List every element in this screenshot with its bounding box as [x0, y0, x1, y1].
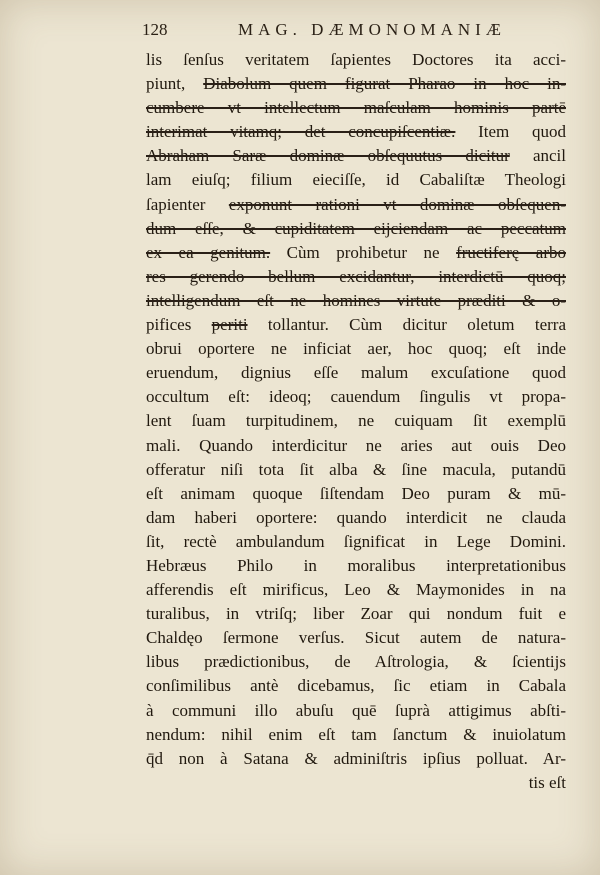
text-line — [146, 650, 566, 674]
text-line — [146, 554, 566, 578]
text-line — [146, 482, 566, 506]
text-span: à communi illo abuſu quē ſuprà attigimus abſti- — [146, 700, 566, 720]
text-line — [146, 361, 566, 385]
text-span: Hebræus Philo in moralibus interpretationibus — [146, 555, 566, 575]
text-span: q̄d non à Satana & adminiſtris ipſius polluat. Ar- — [146, 748, 566, 768]
struck-text: intelligendum eſt ne homines virtute præditi & o- — [146, 290, 566, 310]
text-line — [146, 193, 566, 217]
struck-text: cumbere vt intellectum maſculam hominis partē — [146, 98, 566, 118]
struck-text: exponunt rationi vt dominæ obſequen- — [228, 194, 566, 214]
text-span: tollantur. Cùm dicitur oletum terra — [247, 315, 566, 335]
struck-text: fructiferę arbo — [456, 242, 566, 262]
text-line — [146, 241, 566, 265]
text-line — [146, 506, 566, 530]
text-line — [146, 168, 566, 192]
text-span: afferendis eſt mirificus, Leo & Maymonides in na — [146, 580, 566, 600]
body-text — [146, 48, 566, 795]
text-line — [146, 674, 566, 698]
text-span: libus prædictionibus, de Aſtrologia, & ſcientijs — [146, 652, 566, 672]
page-number: 128 — [142, 20, 168, 39]
text-line — [146, 48, 566, 72]
struck-text: periti — [211, 315, 248, 335]
struck-text: Diabolum quem figurat Pharao in hoc in- — [203, 74, 566, 94]
text-span: Chaldęo ſermone verſus. Sicut autem de natura- — [146, 628, 566, 648]
text-line — [146, 434, 566, 458]
text-span: lis ſenſus veritatem ſapientes Doctores ita acci- — [146, 50, 566, 69]
text-line — [146, 602, 566, 626]
text-span: Cùm prohibetur ne — [270, 242, 457, 262]
struck-text: Abraham Saræ dominæ obſequutus dicitur — [146, 146, 510, 166]
text-line — [146, 120, 566, 144]
text-span: piunt, — [146, 74, 204, 94]
text-span: Item quod — [455, 122, 566, 142]
text-line — [146, 144, 566, 168]
page-header — [142, 20, 562, 44]
text-span: eruendum, dignius eſſe malum excuſatione quod — [146, 363, 566, 383]
text-span: mali. Quando interdicitur ne aries aut ouis Deo — [146, 435, 566, 455]
text-span: conſimilibus antè dicebamus, ſic etiam in Cabala — [146, 676, 566, 696]
text-line — [146, 530, 566, 554]
text-line — [146, 385, 566, 409]
text-span: nendum: nihil enim eſt tam ſanctum & inuiolatum — [146, 724, 566, 744]
text-line — [146, 747, 566, 771]
text-line — [146, 265, 566, 289]
text-line — [146, 313, 566, 337]
text-line — [146, 217, 566, 241]
text-line — [146, 72, 566, 96]
text-span: ſapienter — [146, 194, 229, 214]
text-span: dam haberi oportere: quando interdicit ne clauda — [146, 507, 566, 527]
text-span: pifices — [146, 315, 212, 335]
text-line — [146, 289, 566, 313]
text-span: ſit, rectè ambulandum ſignificat in Lege Domini. — [146, 531, 566, 551]
text-span: occultum eſt: ideoq; cauendum ſingulis vt propa- — [146, 387, 566, 407]
struck-text: interimat vitamq; det concupiſcentiæ. — [146, 122, 456, 142]
text-line — [146, 96, 566, 120]
struck-text: dum eſſe, & cupiditatem eijciendam ac peccatum — [146, 218, 566, 238]
text-line — [146, 578, 566, 602]
text-span: offeratur niſi tota ſit alba & ſine macula, putandū — [146, 459, 566, 479]
struck-text: res gerendo bellum excidantur, interdictū quoq; — [146, 266, 566, 286]
text-span: turalibus, in vtriſq; liber Zoar qui nondum fuit e — [146, 604, 566, 624]
text-line — [146, 458, 566, 482]
text-line — [146, 771, 566, 795]
text-line — [146, 626, 566, 650]
struck-text: ex ea genitum. — [146, 242, 271, 262]
text-span: ancil — [509, 146, 566, 166]
text-span: obrui oportere ne inficiat aer, hoc quoq; eſt inde — [146, 339, 566, 359]
text-line — [146, 723, 566, 747]
text-span: tis eſt — [528, 772, 566, 792]
text-span: lam eiuſq; filium eieciſſe, id Cabaliſtæ Theologi — [146, 170, 566, 190]
text-span: eſt animam quoque ſiſtendam Deo puram & mū- — [146, 483, 566, 503]
text-line — [146, 699, 566, 723]
running-head: MAG. DÆMONOMANIÆ — [238, 20, 506, 39]
text-line — [146, 337, 566, 361]
text-line — [146, 409, 566, 433]
text-span: lent ſuam turpitudinem, ne cuiquam ſit exemplū — [146, 411, 566, 431]
